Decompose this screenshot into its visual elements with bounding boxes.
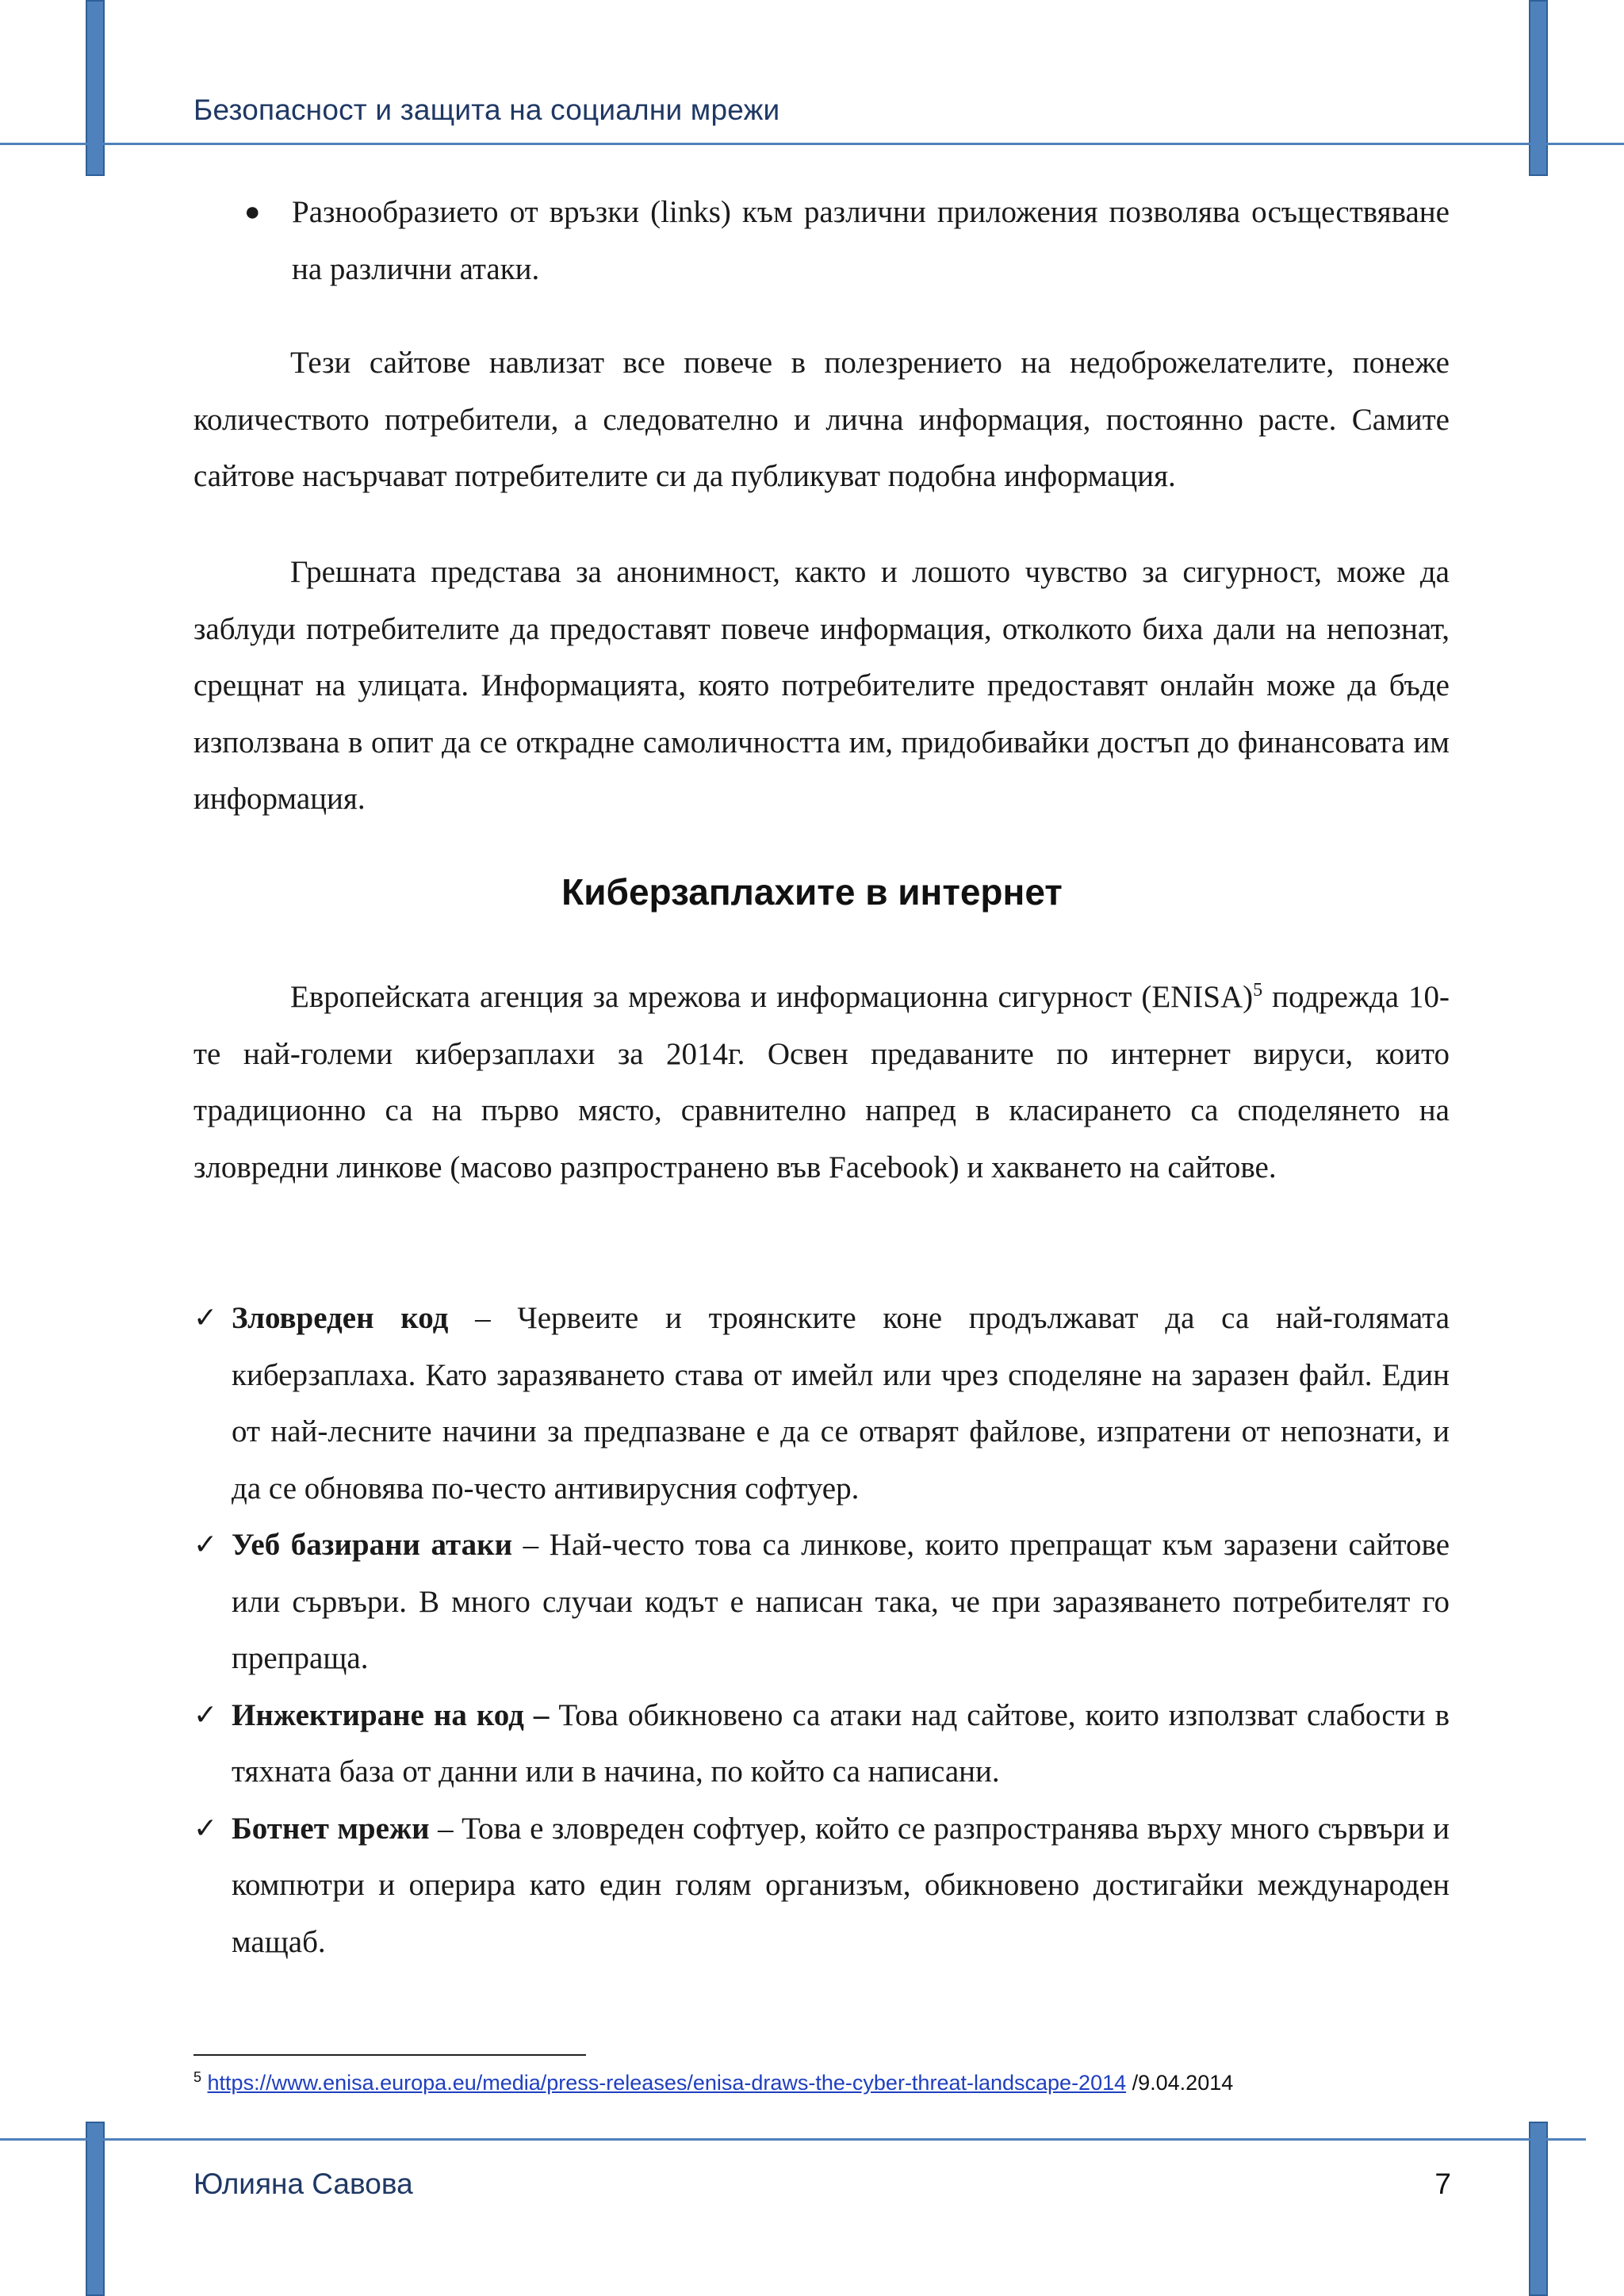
footer-right-bar [1529,2122,1548,2296]
checkmark-icon: ✓ [193,1812,218,1845]
footnote-separator [193,2054,586,2056]
intro-text-after-ref: подрежда 10-те най-големи киберзаплахи за 2014г. Освен предаваните по интернет вируси, които традиционно са на първо място, сравнително напред в класирането са споделянето на зловредни линкове (масово разпространено във Facebook) и хакването на сайтове. [193,980,1450,1184]
bullet-dot-icon: ● [244,197,261,227]
header-title: Безопасност и защита на социални мрежи [193,94,780,126]
footer-left-bar [86,2122,105,2296]
threat-title: Инжектиране на код – [232,1697,550,1732]
paragraph-2 [193,544,1450,828]
header-left-bar [86,0,105,176]
threat-separator [549,1698,558,1732]
footnote-number: 5 [193,2069,202,2085]
section-intro-text [193,969,1450,1196]
threat-separator: – [448,1301,518,1335]
page-number: 7 [1434,2168,1451,2200]
threat-separator: – [429,1811,462,1846]
threat-item [193,1800,1450,1971]
threat-text: Червеите и троянските коне продължават да са най-голямата киберзаплаха. Като заразяването става от имейл или чрез споделяне на заразен файл. Един от най-лесните начини за предпазване е да се отварят файлове, изпратени от непознати, и да се обновява по-често антивирусния софтуер. [232,1301,1450,1506]
checkmark-icon: ✓ [193,1302,218,1334]
threat-item [193,1290,1450,1517]
threat-text: Това е зловреден софтуер, който се разпространява върху много сървъри и компютри и оперира като един голям организъм, обикновено достигайки международен мащаб. [232,1811,1450,1959]
header-right-bar [1529,0,1548,176]
footnote-link[interactable]: https://www.enisa.europa.eu/media/press-releases/enisa-draws-the-cyber-threat-landscape-2014 [207,2071,1127,2095]
footnote [193,2071,1233,2095]
threat-list [193,1290,1450,1970]
bullet-item [193,184,1450,297]
footnote-reference[interactable]: 5 [1253,980,1263,1001]
threat-item [193,1687,1450,1800]
section-heading: Киберзаплахите в интернет [561,871,1063,913]
threat-text: Това обикновено са атаки над сайтове, които използват слабости в тяхната база от данни или в начина, по който са написани. [232,1697,1450,1789]
threat-title: Зловреден код [232,1301,449,1335]
bullet-list [193,184,1450,297]
threat-title: Уеб базирани атаки [232,1528,513,1562]
footnote-date: /9.04.2014 [1126,2071,1234,2095]
threat-item [193,1517,1450,1687]
threat-separator: – [512,1528,550,1562]
header-rule [0,143,1624,145]
bullet-text: Разнообразието от връзки (links) към различни приложения позволява осъществяване на различни атаки. [292,195,1450,286]
paragraph-1 [193,335,1450,505]
footer-rule [0,2138,1586,2141]
threat-text: Най-често това са линкове, които препращат към заразени сайтове или сървъри. В много случаи кодът е написан така, че при заразяването потребителят го препраща. [232,1528,1450,1675]
paragraph-text: Грешната представа за анонимност, както и лошото чувство за сигурност, може да заблуди потребителите да предоставят повече информация, отколкото биха дали на непознат, срещнат на улицата. Информацията, която потребителите предоставят онлайн може да бъде използвана в опит да се открадне самоличността им, придобивайки достъп до финансовата им информация. [193,555,1450,816]
intro-text-before-ref: Европейската агенция за мрежова и информационна сигурност (ENISA) [290,980,1254,1014]
footer-author: Юлияна Савова [193,2168,413,2200]
checkmark-icon: ✓ [193,1698,218,1732]
threat-title: Ботнет мрежи [232,1811,430,1846]
paragraph-text: Тези сайтове навлизат все повече в полезрението на недоброжелателите, понеже количеството потребители, а следователно и лична информация, постоянно расте. Самите сайтове насърчават потребителите си да публикуват подобна информация. [193,346,1450,493]
section-intro [193,969,1450,1196]
checkmark-icon: ✓ [193,1529,218,1561]
